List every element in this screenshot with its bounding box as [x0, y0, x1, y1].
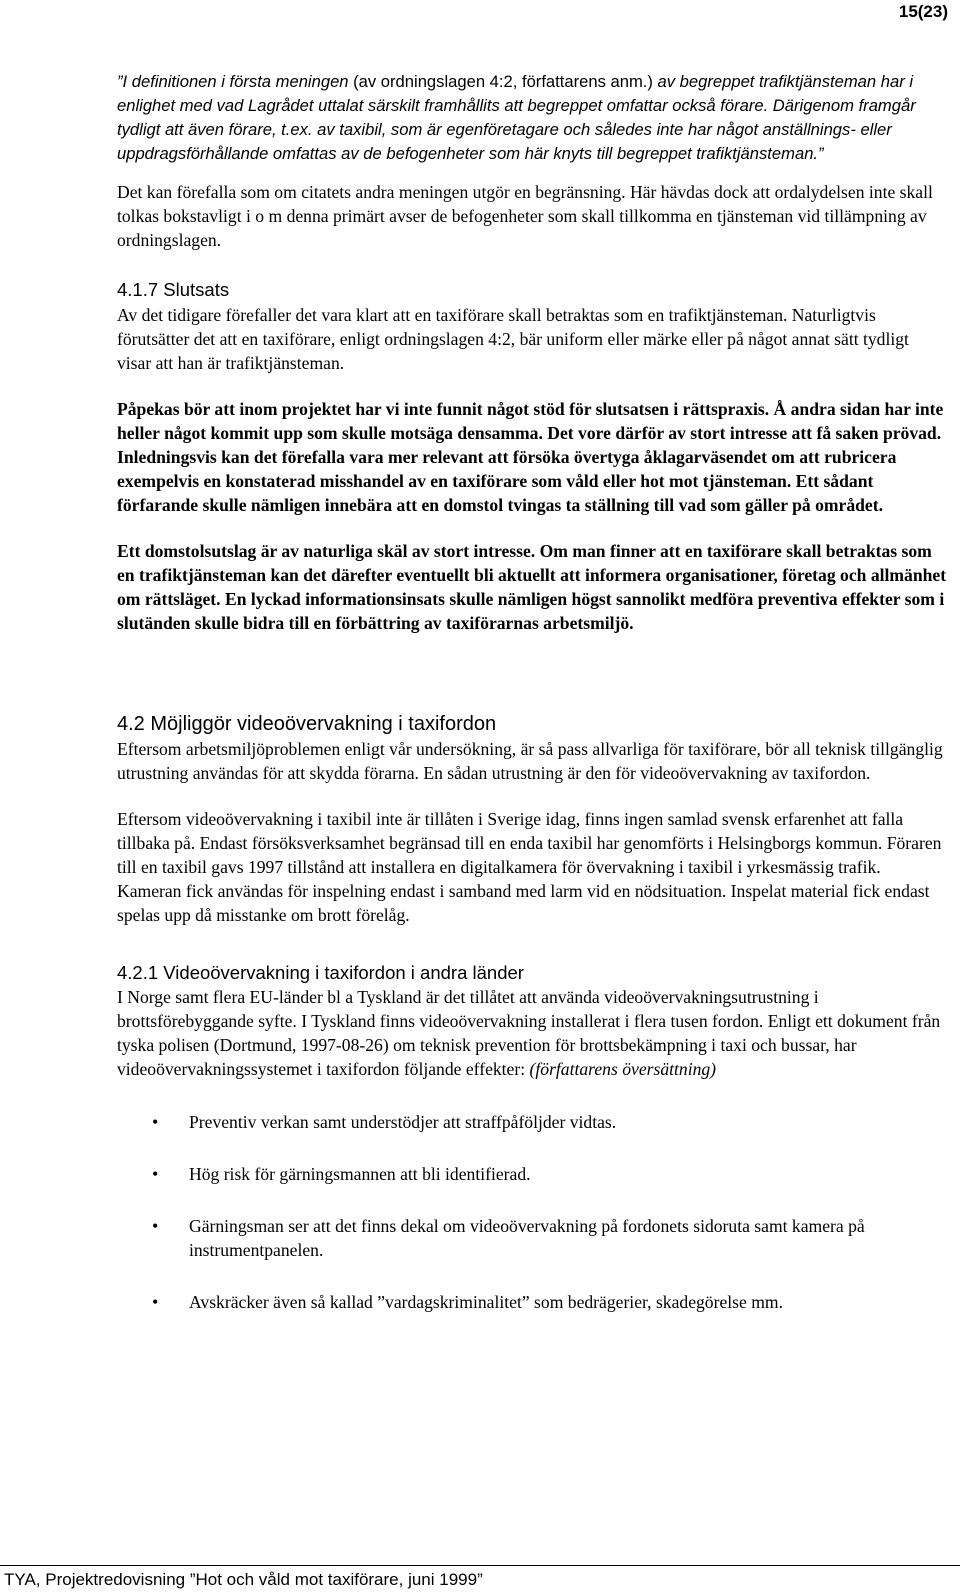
- paragraph-interpretation: Det kan förefalla som om citatets andra meningen utgör en begränsning. Här hävdas dock att ordalydelsen inte skall tolkas bokstavligt i o m denna primärt avser de befogenheter som skall tillkomma en tjänsteman vid tillämpning av ordningslagen.: [117, 182, 933, 250]
- effects-list: [117, 1110, 947, 1314]
- paragraph-video-1: Eftersom arbetsmiljöproblemen enligt vår undersökning, är så pass allvarliga för taxiförare, bör all teknisk tillgänglig utrustning användas för att skydda förarna. En sådan utrustning är den för videoövervakning av taxifordon.: [117, 739, 943, 783]
- heading-4-2: 4.2 Möjliggör videoövervakning i taxifordon: [117, 713, 497, 735]
- paragraph-other-countries-text: I Norge samt flera EU-länder bl a Tyskland är det tillåtet att använda videoövervakningsutrustning i brottsförebyggande syfte. I Tyskland finns videoövervakning installerat i flera tusen fordon. Enligt ett dokument från tyska polisen (Dortmund, 1997-08-26) om teknisk prevention för brottsbekämpning i taxi och bussar, har videoövervakningssystemet i taxifordon följande effekter:: [117, 987, 941, 1079]
- list-item: • Preventiv verkan samt understödjer att straffpåföljder vidtas.: [117, 1110, 947, 1134]
- paragraph-conclusion-2: Påpekas bör att inom projektet har vi inte funnit något stöd för slutsatsen i rättspraxis. Å andra sidan har inte heller något kommit upp som skulle motsäga densamma. Det vore därför av stort intresse att få saken prövad. Inledningsvis kan det förefalla vara mer relevant att försöka övertyga åklagarväsendet om att rubricera exempelvis en konstaterad misshandel av en taxiförare som våld eller hot mot tjänsteman. Ett sådant förfarande skulle nämligen innebära att en domstol tvingas ta ställning till vad som gäller på området.: [117, 399, 944, 515]
- quote-author-note: (av ordningslagen 4:2, författarens anm.): [353, 72, 653, 91]
- list-item: • Gärningsman ser att det finns dekal om videoövervakning på fordonets sidoruta samt kamera på instrumentpanelen.: [117, 1214, 947, 1262]
- paragraph-conclusion-3: Ett domstolsutslag är av naturliga skäl av stort intresse. Om man finner att en taxiförare skall betraktas som en trafiktjänsteman kan det därefter eventuellt bli aktuellt att informera organisationer, företag och allmänhet om rättsläget. En lyckad informationsinsats skulle nämligen högst sannolikt medföra preventiva effekter som i slutänden skulle bidra till en förbättring av taxiförarnas arbetsmiljö.: [117, 541, 947, 633]
- paragraph-video-2: Eftersom videoövervakning i taxibil inte är tillåten i Sverige idag, finns ingen samlad svensk erfarenhet att falla tillbaka på. Endast försöksverksamhet begränsad till en enda taxibil har genomförts i Helsingborgs kommun. Föraren till en taxibil gavs 1997 tillstånd att installera en digitalkamera för övervakning i taxibil i yrkesmässig trafik. Kameran fick användas för inspelning endast i samband med larm vid en nödsituation. Inspelat material fick endast spelas upp då misstanke om brott förelåg.: [117, 809, 942, 925]
- translation-note: (författarens översättning): [529, 1059, 717, 1079]
- heading-4-1-7: 4.1.7 Slutsats: [117, 279, 230, 300]
- footer-divider: [0, 1565, 960, 1566]
- page-footer: TYA, Projektredovisning ”Hot och våld mot taxiförare, juni 1999”: [4, 1570, 483, 1589]
- heading-4-2-1: 4.2.1 Videoövervakning i taxifordon i andra länder: [117, 962, 524, 983]
- quote-text-1: ”I definitionen i första meningen: [117, 72, 354, 91]
- list-item: • Hög risk för gärningsmannen att bli identifierad.: [117, 1162, 947, 1186]
- quote-text-2: av begreppet trafiktjänsteman har i enlighet med vad Lagrådet uttalat särskilt framhållits att begreppet omfattar också förare. Därigenom framgår tydligt att även förare, t.ex. av taxibil, som är egenföretagare och således inte har något anställnings- eller uppdragsförhållande omfattas av de befogenheter som här knyts till begreppet trafiktjänsteman.”: [117, 72, 916, 163]
- quote-block: [117, 70, 947, 166]
- paragraph-conclusion-1: Av det tidigare förefaller det vara klart att en taxiförare skall betraktas som en trafiktjänsteman. Naturligtvis förutsätter det att en taxiförare, enligt ordningslagen 4:2, bär uniform eller märke eller på något annat sätt tydligt visar att han är trafiktjänsteman.: [117, 305, 909, 373]
- document-body: [117, 70, 947, 1314]
- paragraph-other-countries: [117, 985, 947, 1081]
- page-number: 15(23): [898, 2, 948, 21]
- list-item: • Avskräcker även så kallad ”vardagskriminalitet” som bedrägerier, skadegörelse mm.: [117, 1290, 947, 1314]
